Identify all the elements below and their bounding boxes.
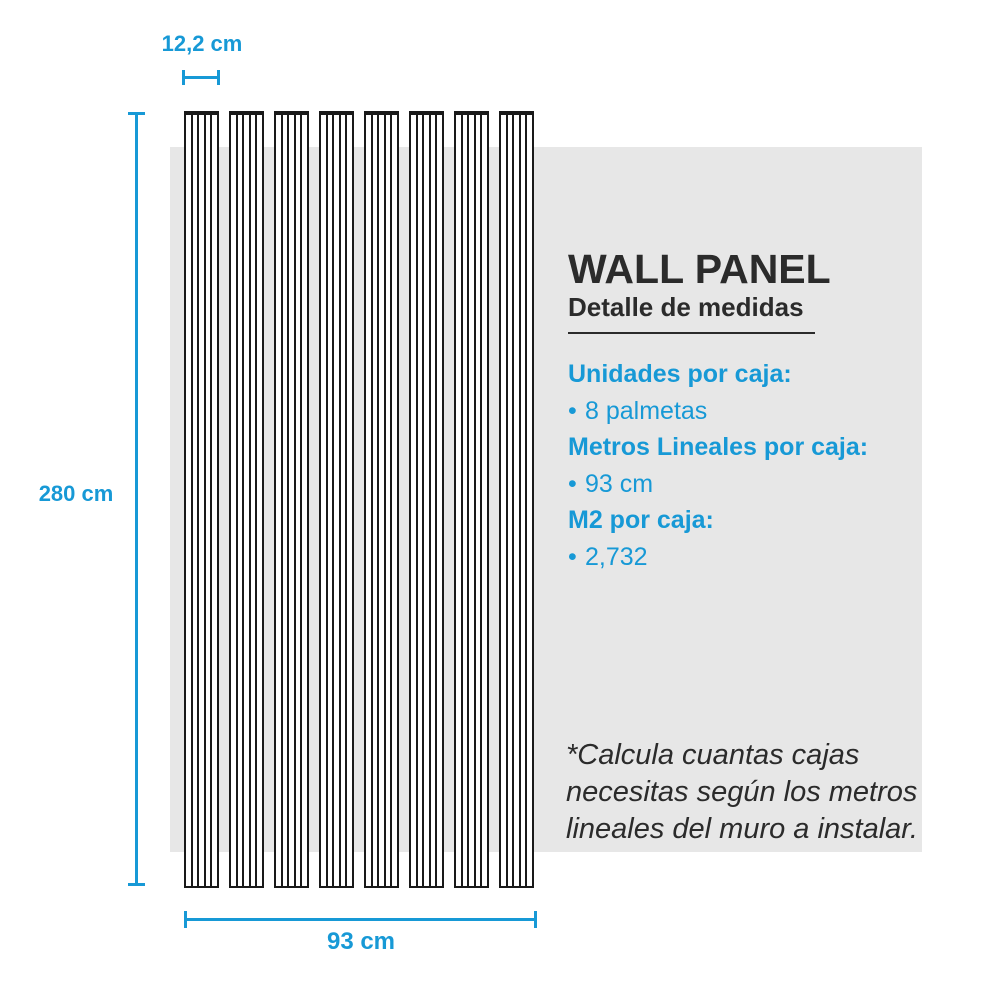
- bullet-icon: •: [568, 469, 577, 498]
- footnote-line-1: *Calcula cuantas cajas: [566, 739, 860, 771]
- panel-width-dimension-label: 12,2 cm: [161, 31, 243, 56]
- box-width-dimension-label: 93 cm: [326, 928, 396, 955]
- wall-panel-5: [364, 111, 399, 888]
- wall-panel-7: [454, 111, 489, 888]
- wall-height-dimension-tick-top: [128, 112, 145, 115]
- panel-slat: [199, 115, 204, 886]
- panel-slat: [251, 115, 256, 886]
- panel-slat: [321, 115, 326, 886]
- spec-value-m2: [568, 539, 868, 576]
- panel-width-dimension-tick-right: [217, 70, 220, 85]
- page-title: WALL PANEL: [568, 246, 831, 292]
- wall-height-dimension-label: 280 cm: [38, 481, 114, 506]
- panel-slat: [386, 115, 391, 886]
- footnote: [566, 737, 918, 848]
- panel-slat: [463, 115, 468, 886]
- spec-value-units-text: 8 palmetas: [585, 396, 708, 425]
- panel-slat: [527, 115, 532, 886]
- spec-value-m2-text: 2,732: [585, 542, 648, 571]
- panel-slat: [347, 115, 352, 886]
- spec-heading-linear-meters: Metros Lineales por caja:: [568, 433, 869, 461]
- panel-slat: [244, 115, 249, 886]
- panel-slat: [257, 115, 262, 886]
- panel-slat: [392, 115, 397, 886]
- panel-slat: [508, 115, 513, 886]
- panel-slat: [514, 115, 519, 886]
- page-subtitle: Detalle de medidas: [568, 292, 804, 322]
- panel-slat: [379, 115, 384, 886]
- panel-slat: [341, 115, 346, 886]
- panel-group: [184, 111, 534, 888]
- panel-slat: [418, 115, 423, 886]
- box-width-dimension-tick-right: [534, 911, 537, 928]
- wall-panel-1: [184, 111, 219, 888]
- wall-height-dimension-line: [135, 112, 138, 886]
- panel-slat: [289, 115, 294, 886]
- spec-heading-m2: M2 por caja:: [568, 506, 714, 534]
- panel-slat: [283, 115, 288, 886]
- footnote-line-2: necesitas según los metros: [566, 776, 918, 808]
- spec-value-linear-meters: [568, 466, 868, 503]
- panel-slat: [296, 115, 301, 886]
- panel-slat: [334, 115, 339, 886]
- panel-width-dimension-line: [183, 76, 219, 79]
- wall-panel-4: [319, 111, 354, 888]
- panel-slat: [328, 115, 333, 886]
- bullet-icon: •: [568, 542, 577, 571]
- wall-panel-2: [229, 111, 264, 888]
- panel-slat: [437, 115, 442, 886]
- panel-slat: [206, 115, 211, 886]
- panel-slat: [482, 115, 487, 886]
- panel-slat: [231, 115, 236, 886]
- panel-slat: [276, 115, 281, 886]
- panel-slat: [373, 115, 378, 886]
- panel-slat: [411, 115, 416, 886]
- wall-panel-8: [499, 111, 534, 888]
- spec-value-units: [568, 393, 868, 430]
- spec-value-linear-meters-text: 93 cm: [585, 469, 654, 498]
- panel-slat: [431, 115, 436, 886]
- divider-rule: [568, 332, 815, 334]
- panel-slat: [501, 115, 506, 886]
- box-width-dimension-line: [185, 918, 537, 921]
- panel-slat: [469, 115, 474, 886]
- panel-slat: [193, 115, 198, 886]
- spec-heading-units: Unidades por caja:: [568, 360, 792, 388]
- footnote-line-3: lineales del muro a instalar.: [566, 813, 918, 845]
- bullet-icon: •: [568, 396, 577, 425]
- panel-slat: [302, 115, 307, 886]
- panel-slat: [521, 115, 526, 886]
- panel-slat: [424, 115, 429, 886]
- wall-panel-6: [409, 111, 444, 888]
- panel-slat: [238, 115, 243, 886]
- panel-slat: [366, 115, 371, 886]
- wall-height-dimension-tick-bottom: [128, 883, 145, 886]
- panel-width-dimension-tick-left: [182, 70, 185, 85]
- box-width-dimension-tick-left: [184, 911, 187, 928]
- panel-slat: [212, 115, 217, 886]
- spec-list: [568, 356, 868, 575]
- panel-slat: [476, 115, 481, 886]
- panel-slat: [186, 115, 191, 886]
- panel-slat: [456, 115, 461, 886]
- wall-panel-3: [274, 111, 309, 888]
